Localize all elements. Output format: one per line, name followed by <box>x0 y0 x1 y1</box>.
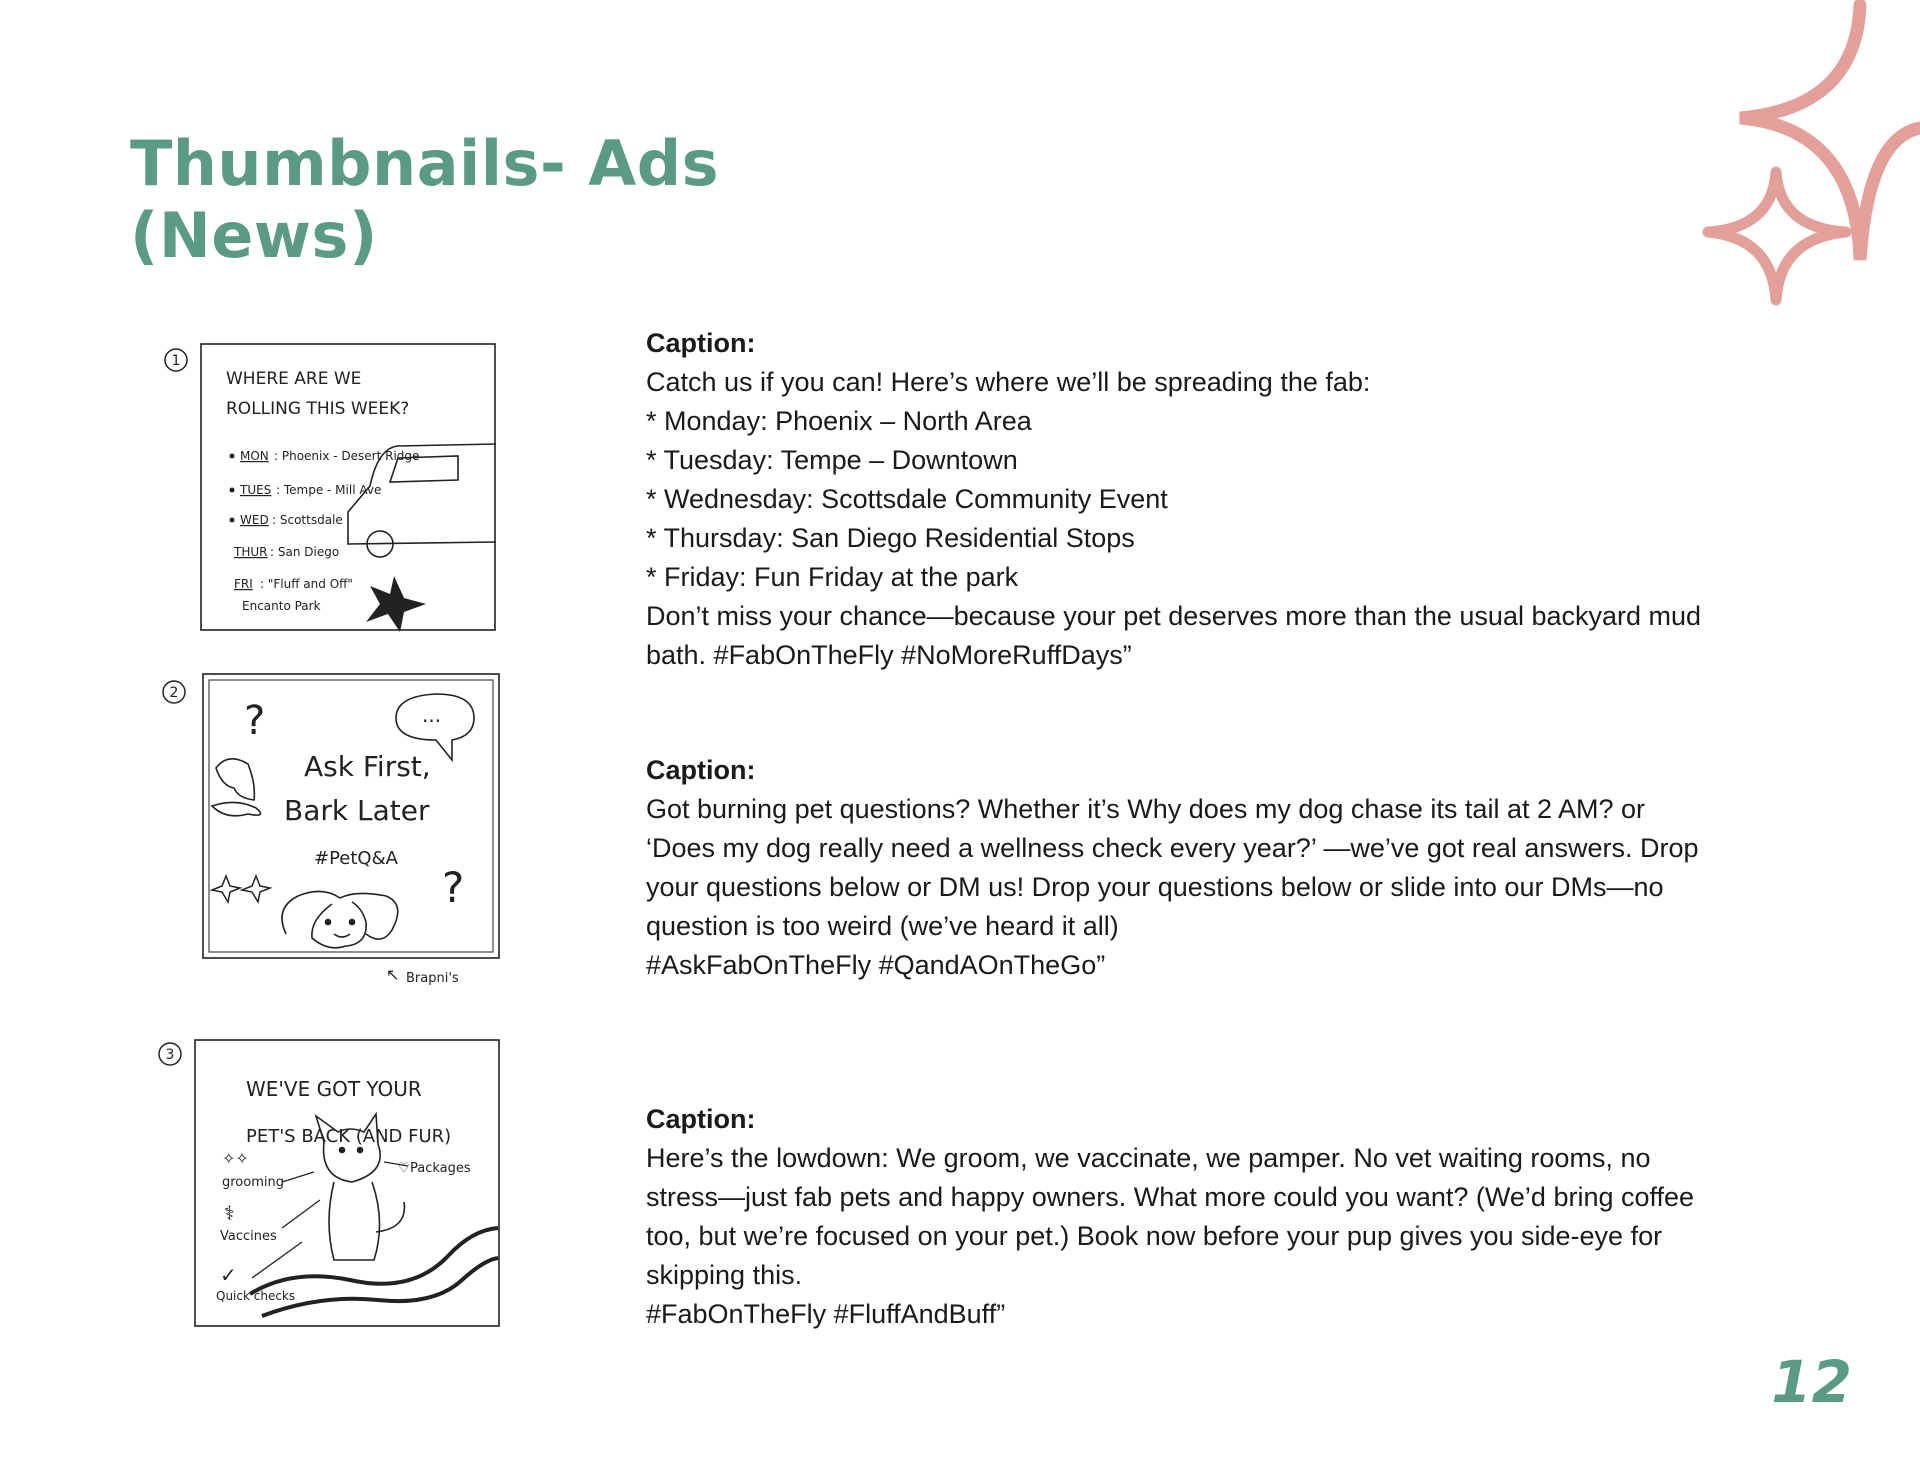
sketch-hashtag: #PetQ&A <box>314 848 398 869</box>
sparkle-icon: ✧✧ <box>222 1149 249 1168</box>
caption-line: * Tuesday: Tempe – Downtown <box>646 445 1018 475</box>
sketch-heading-1: WHERE ARE WE <box>226 369 362 389</box>
thumbnail-number: 2 <box>169 685 179 701</box>
sketch-heading-2: ROLLING THIS WEEK? <box>226 399 410 419</box>
puppy-face-icon <box>282 891 398 947</box>
page-title <box>130 128 719 272</box>
sparkle-icon <box>366 576 426 632</box>
schedule-place: : San Diego <box>270 545 340 559</box>
thumbnail-number: 1 <box>171 353 181 369</box>
caption-line: #FabOnTheFly #FluffAndBuff” <box>646 1299 1006 1329</box>
sketch-heading-2: Bark Later <box>284 794 430 827</box>
pointer-label: Brapni's <box>406 971 459 986</box>
sketch-heading-1: WE'VE GOT YOUR <box>246 1077 422 1101</box>
page-title-line-2: (News) <box>130 199 378 272</box>
question-mark-icon: ? <box>442 863 465 912</box>
caption-line: * Wednesday: Scottsdale Community Event <box>646 484 1168 514</box>
caption-line: * Monday: Phoenix – North Area <box>646 406 1032 436</box>
caption-label: Caption: <box>646 1104 756 1134</box>
caption-block-1 <box>646 324 1706 675</box>
schedule-day: THUR <box>234 545 268 559</box>
schedule-day: FRI <box>234 577 253 591</box>
page-title-line-1: Thumbnails- Ads <box>130 127 720 200</box>
caption-line: #AskFabOnTheFly #QandAOnTheGo” <box>646 950 1106 980</box>
sparkle-icon <box>212 876 270 902</box>
thumbnail-3-sketch <box>152 1032 522 1332</box>
caption-line: Catch us if you can! Here’s where we’ll be spreading the fab: <box>646 367 1371 397</box>
question-mark-icon: ? <box>244 698 266 744</box>
speech-bubble-text: ... <box>422 703 442 727</box>
caption-line: Don’t miss your chance—because your pet deserves more than the usual backyard mud bath. #FabOnTheFly #NoMoreRuffDays” <box>646 601 1702 670</box>
schedule-day: TUES <box>240 483 272 497</box>
decorative-stars-icon <box>1660 0 1920 310</box>
thumbnail-1-sketch <box>158 336 508 636</box>
syringe-icon: ⚕ <box>224 1201 235 1225</box>
page-number: 12 <box>1771 1348 1852 1416</box>
dog-icon <box>212 759 261 816</box>
schedule-place: : Phoenix - Desert Ridge <box>274 449 420 463</box>
schedule-day: MON <box>240 449 269 463</box>
schedule-extra: Encanto Park <box>242 599 321 613</box>
schedule-place: : "Fluff and Off" <box>260 577 353 591</box>
sketch-heading-1: Ask First, <box>304 750 431 783</box>
caption-line: Got burning pet questions? Whether it’s Why does my dog chase its tail at 2 AM? or ‘Does my dog really need a wellness check every year?’ —we’ve got real answers. Drop your questions below or DM us! Drop your questions below or slide into our DMs—no question is too weird (we’ve heard it all) <box>646 794 1699 941</box>
caption-label: Caption: <box>646 755 756 785</box>
caption-label: Caption: <box>646 328 756 358</box>
caption-block-3 <box>646 1100 1706 1334</box>
label-vaccines: Vaccines <box>220 1229 277 1244</box>
schedule-place: : Scottsdale <box>272 513 343 527</box>
label-quick-checks: Quick checks <box>216 1289 296 1303</box>
check-icon: ✓ <box>220 1263 237 1287</box>
caption-block-2 <box>646 751 1706 985</box>
label-grooming: grooming <box>222 1175 284 1190</box>
caption-line: * Thursday: San Diego Residential Stops <box>646 523 1135 553</box>
caption-line: Here’s the lowdown: We groom, we vaccinate, we pamper. No vet waiting rooms, no stress—just fab pets and happy owners. What more could you want? (We’d bring coffee too, but we’re focused on your pet.) Book now before your pup gives you side-eye for skipping this. <box>646 1143 1695 1290</box>
pointer-arrow-icon: ↖ <box>386 965 400 984</box>
schedule-day: WED <box>240 513 269 527</box>
thumbnail-2-sketch <box>156 668 506 988</box>
schedule-place: : Tempe - Mill Ave <box>276 483 382 497</box>
label-packages: Packages <box>410 1161 471 1176</box>
caption-line: * Friday: Fun Friday at the park <box>646 562 1019 592</box>
heart-icon: ♡ <box>398 1161 410 1176</box>
sketch-heading-2: PET'S BACK (AND FUR) <box>246 1126 452 1147</box>
schedule-bullets <box>230 454 235 523</box>
thumbnail-number: 3 <box>165 1047 175 1063</box>
